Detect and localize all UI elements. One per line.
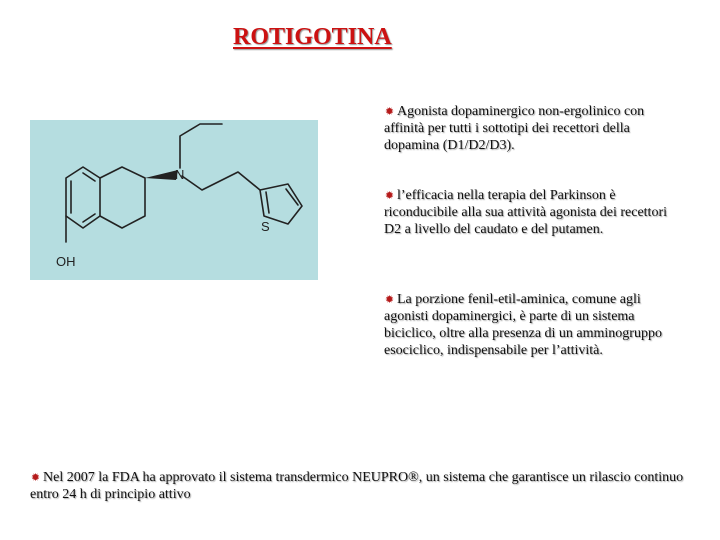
- rotigotine-structure-image: [30, 120, 318, 280]
- bullet-text-1: Agonista dopaminergico non-ergolinico con affinità per tutti i sottotipi dei recettori della dopamina (D1/D2/D3).: [384, 104, 645, 153]
- bullet-text-4: Nel 2007 la FDA ha approvato il sistema transdermico NEUPRO®, un sistema che garantisce un rilascio continuo entro 24 h di principio attivo: [30, 470, 684, 502]
- bullet-text-3: La porzione fenil-etil-aminica, comune agli agonisti dopaminergici, è parte di un sistema biciclico, oltre alla presenza di un amminogruppo esociclico, indispensabile per l’attività.: [384, 292, 662, 358]
- bullet-paragraph-1: [384, 103, 684, 154]
- bullet-star-icon: ✹: [384, 105, 395, 118]
- bullet-star-icon: ✹: [384, 189, 395, 202]
- bullet-star-icon: ✹: [30, 471, 41, 484]
- bullet-paragraph-2: [384, 187, 684, 238]
- hydroxyl-label: OH: [56, 254, 76, 269]
- nitrogen-label: N: [175, 167, 185, 182]
- bullet-paragraph-4: [30, 469, 710, 503]
- rotigotine-structure-drawing: [30, 120, 318, 280]
- slide-title: ROTIGOTINA: [233, 24, 392, 50]
- sulfur-label: S: [261, 219, 270, 234]
- bullet-star-icon: ✹: [384, 293, 395, 306]
- bullet-paragraph-3: [384, 291, 684, 359]
- bullet-text-2: l’efficacia nella terapia del Parkinson è riconducibile alla sua attività agonista dei recettori D2 a livello del caudato e del putamen.: [384, 188, 668, 237]
